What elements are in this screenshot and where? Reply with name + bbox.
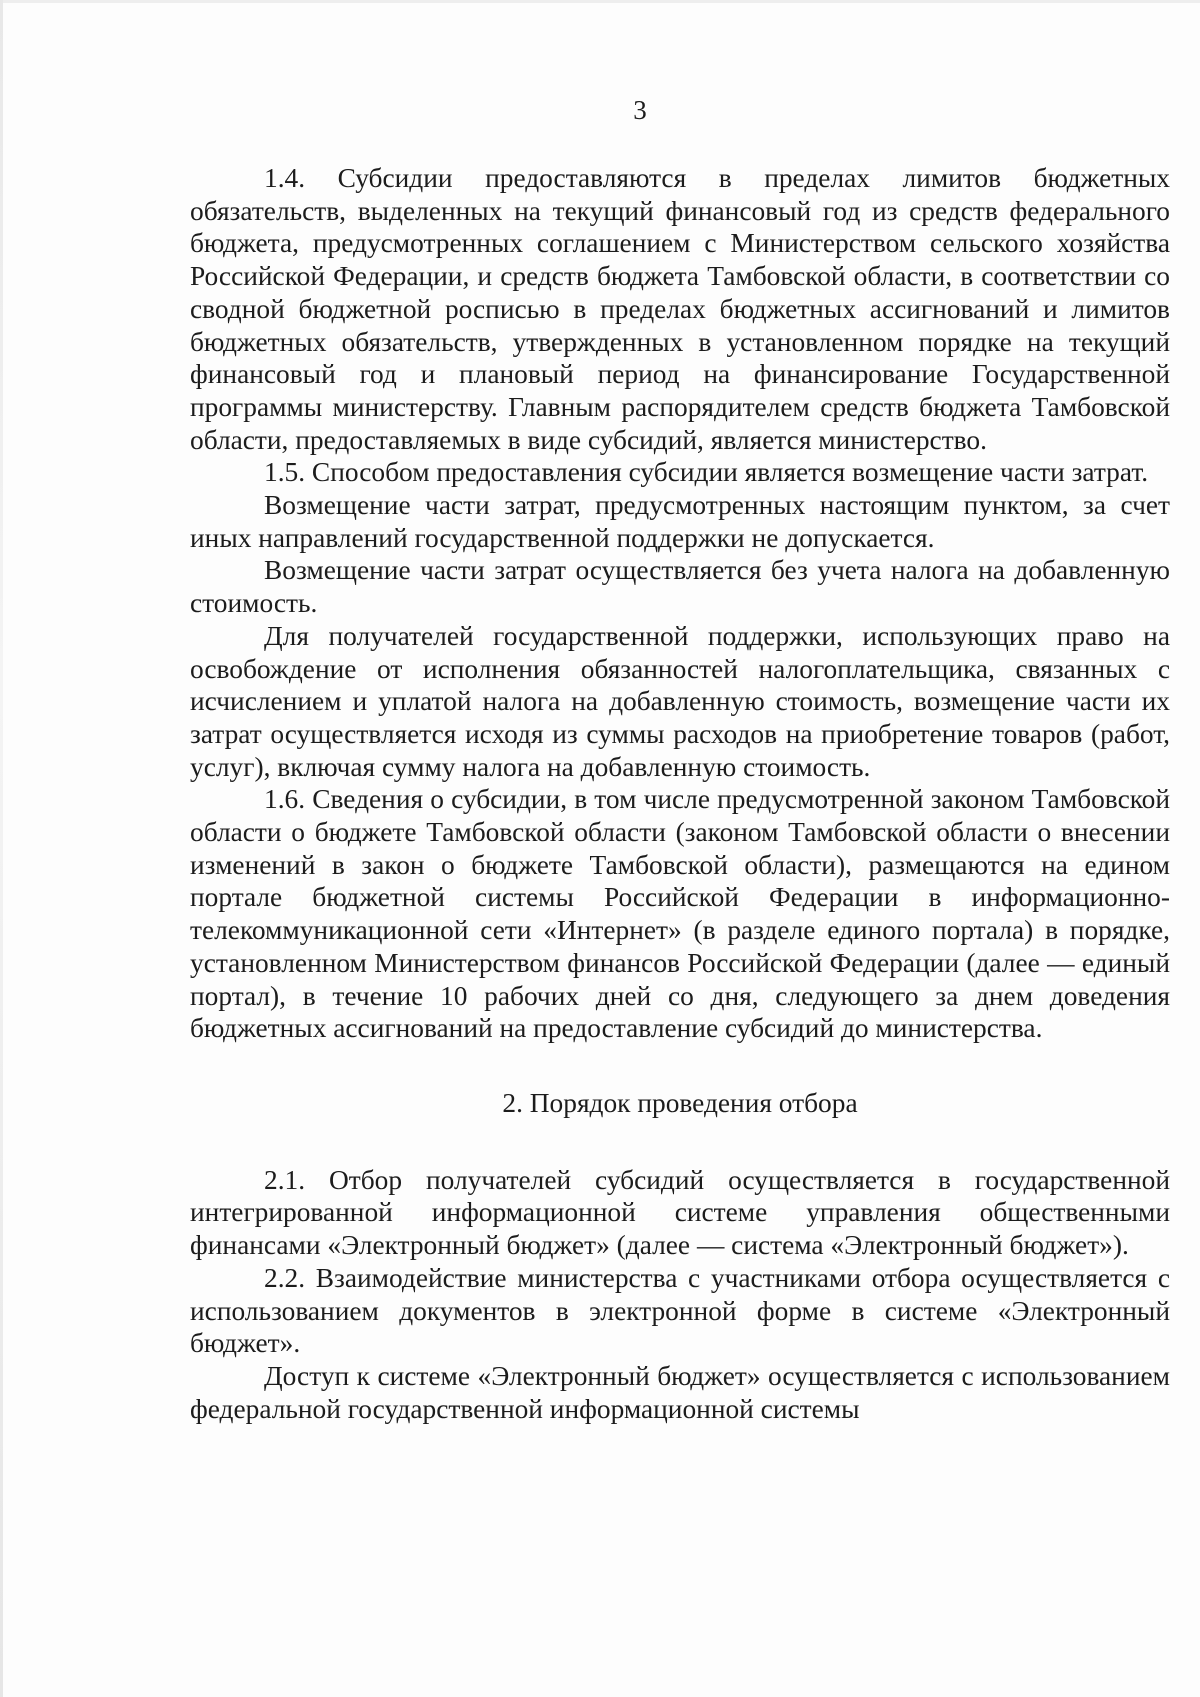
paragraph-1-4: 1.4. Субсидии предоставляются в пределах лимитов бюджетных обязательств, выделенных на текущий финансовый год из средств федерального бюджета, предусмотренных соглашением с Министерством сельского хозяйства Российской Федерации, и средств бюджета Тамбовской области, в соответствии со сводной бюджетной росписью в пределах бюджетных ассигнований и лимитов бюджетных обязательств, утвержденных в установленном порядке на текущий финансовый год и плановый период на финансирование Государственной программы министерству. Главным распорядителем средств бюджета Тамбовской области, предоставляемых в виде субсидий, является министерство. [190, 163, 1170, 455]
paragraph-2-1: 2.1. Отбор получателей субсидий осуществляется в государственной интегрированной информационной системе управления общественными финансами «Электронный бюджет» (далее — система «Электронный бюджет»). [190, 1164, 1170, 1261]
scan-left-edge [0, 0, 3, 1697]
document-body [190, 162, 1170, 1425]
paragraph-1-5-no-double-funding: Возмещение части затрат, предусмотренных настоящим пунктом, за счет иных направлений государственной поддержки не допускается. [190, 490, 1170, 553]
paragraph-2-2: 2.2. Взаимодействие министерства с участниками отбора осуществляется с использованием документов в электронной форме в системе «Электронный бюджет». [190, 1262, 1170, 1359]
paragraph-1-5-vat-exclusion: Возмещение части затрат осуществляется без учета налога на добавленную стоимость. [190, 555, 1170, 619]
scan-top-edge [0, 0, 1200, 3]
page-number: 3 [633, 95, 647, 125]
section-2-heading: 2. Порядок проведения отбора [502, 1087, 858, 1118]
paragraph-2-2-access: Доступ к системе «Электронный бюджет» осуществляется с использованием федеральной государственной информационной системы [190, 1360, 1170, 1424]
paragraph-1-5-vat-exempt: Для получателей государственной поддержки, использующих право на освобождение от исполнения обязанностей налогоплательщика, связанных с исчислением и уплатой налога на добавленную стоимость, возмещение части их затрат осуществляется исходя из суммы расходов на приобретение товаров (работ, услуг), включая сумму налога на добавленную стоимость. [190, 620, 1170, 782]
paragraph-1-6: 1.6. Сведения о субсидии, в том числе предусмотренной законом Тамбовской области о бюджете Тамбовской области (законом Тамбовской области о внесении изменений в закон о бюджете Тамбовской области), размещаются на едином портале бюджетной системы Российской Федерации в информационно-телекоммуникационной сети «Интернет» (в разделе единого портала) в порядке, установленном Министерством финансов Российской Федерации (далее — единый портал), в течение 10 рабочих дней со дня, следующего за днем доведения бюджетных ассигнований на предоставление субсидий до министерства. [190, 784, 1170, 1044]
paragraph-1-5: 1.5. Способом предоставления субсидии является возмещение части затрат. [264, 457, 1149, 488]
